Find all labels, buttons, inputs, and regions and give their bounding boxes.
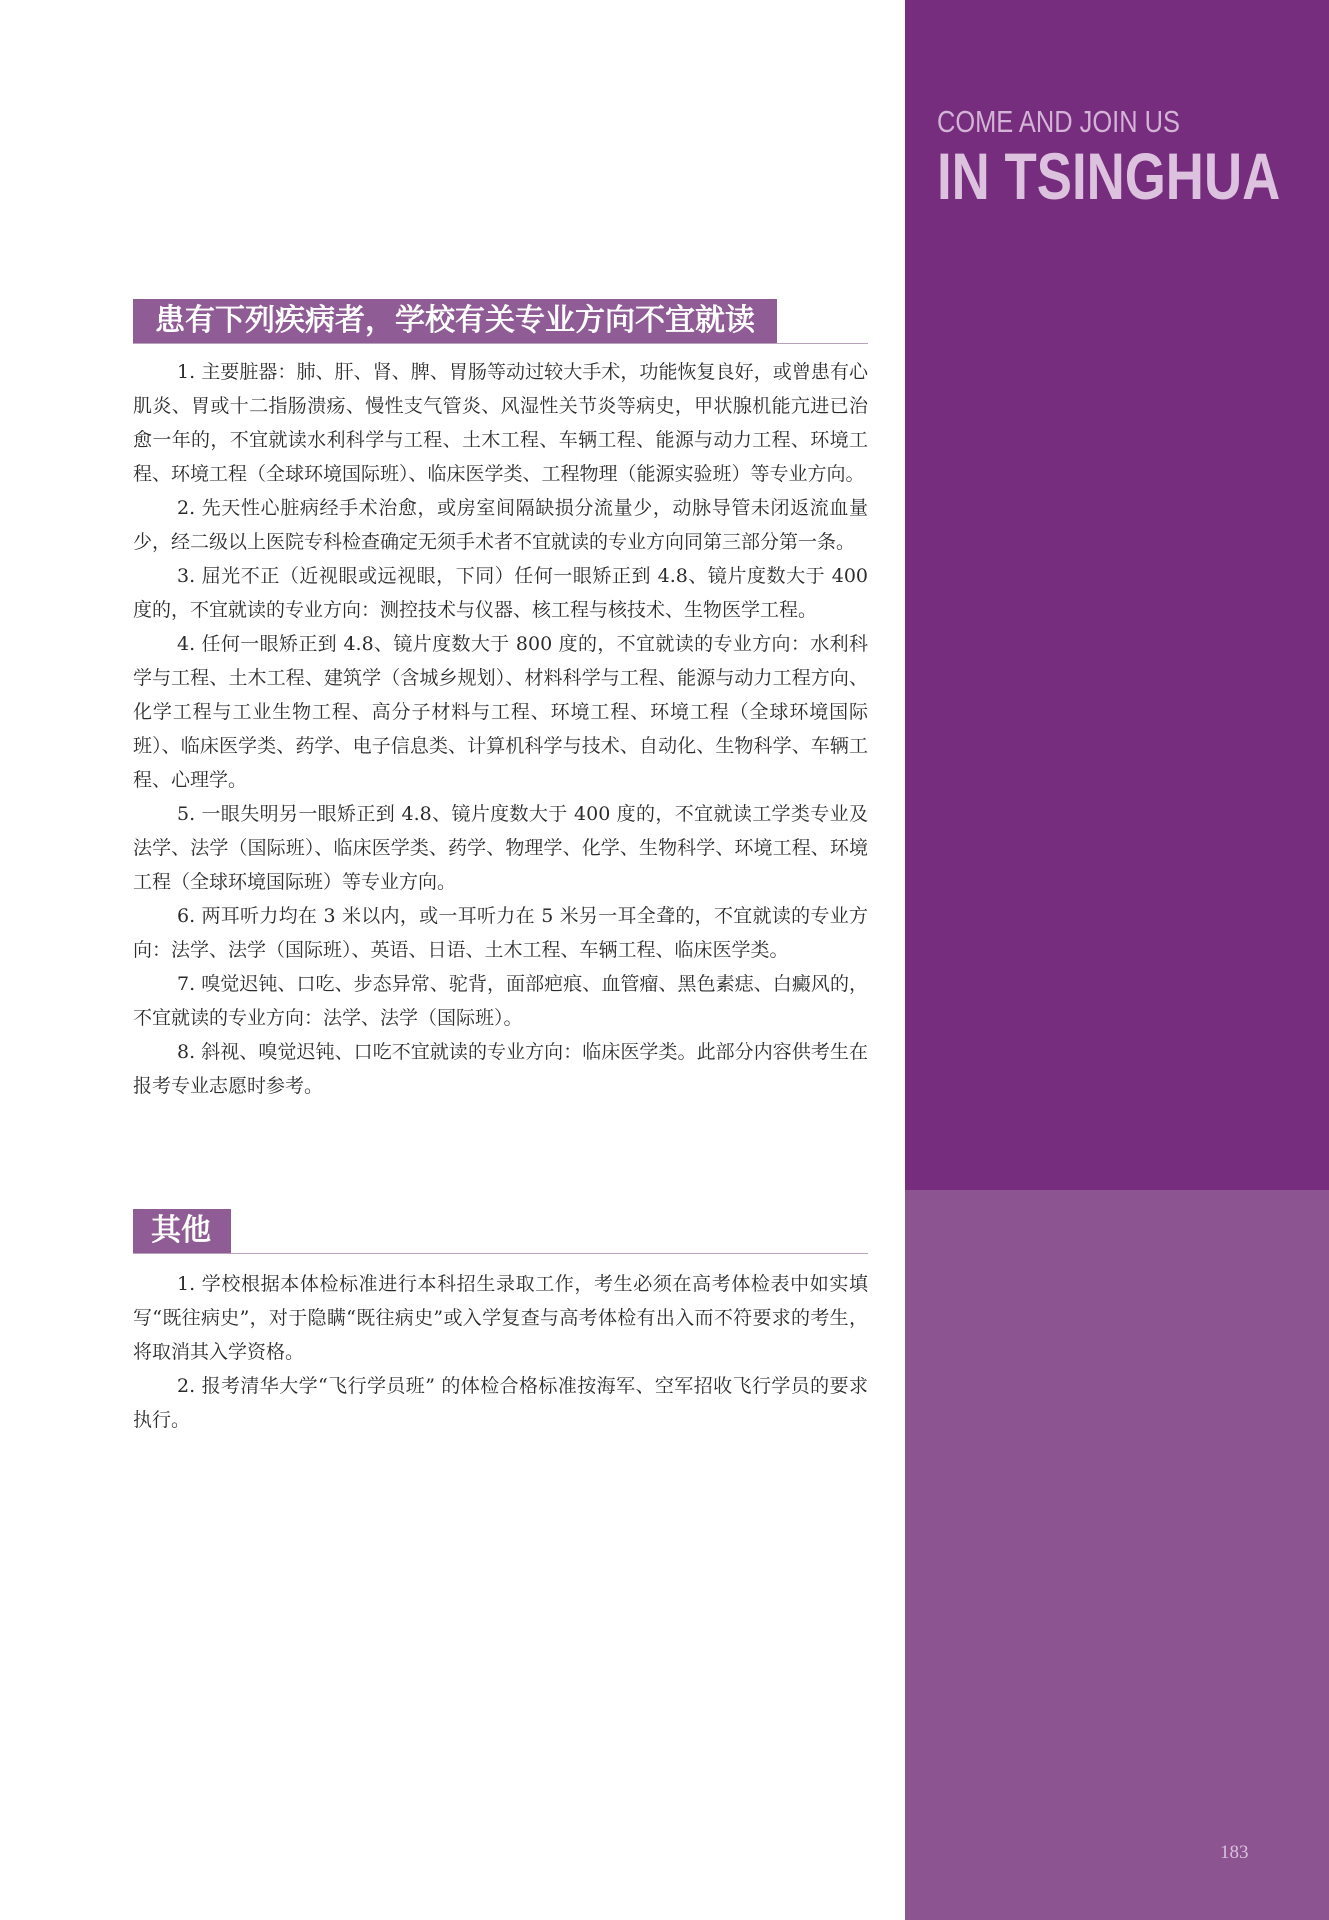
brand-tagline: COME AND JOIN US [937, 104, 1180, 139]
paragraph: 4. 任何一眼矫正到 4.8、镜片度数大于 800 度的，不宜就读的专业方向：水利科学与工程、土木工程、建筑学（含城乡规划）、材料科学与工程、能源与动力工程方向、化学工程与工业生物工程、高分子材料与工程、环境工程、环境工程（全球环境国际班）、临床医学类、药学、电子信息类、计算机科学与技术、自动化、生物科学、车辆工程、心理学。 [133, 633, 868, 791]
paragraph: 2. 先天性心脏病经手术治愈，或房室间隔缺损分流量少，动脉导管未闭返流血量少，经二级以上医院专科检查确定无须手术者不宜就读的专业方向同第三部分第一条。 [133, 497, 868, 553]
sidebar-bottom-block [905, 1190, 1329, 1920]
paragraph: 7. 嗅觉迟钝、口吃、步态异常、驼背，面部疤痕、血管瘤、黑色素痣、白癜风的，不宜就读的专业方向：法学、法学（国际班）。 [133, 973, 868, 1029]
paragraph: 5. 一眼失明另一眼矫正到 4.8、镜片度数大于 400 度的，不宜就读工学类专业及法学、法学（国际班）、临床医学类、药学、物理学、化学、生物科学、环境工程、环境工程（全球环境国际班）等专业方向。 [133, 803, 868, 893]
paragraph: 1. 主要脏器：肺、肝、肾、脾、胃肠等动过较大手术，功能恢复良好，或曾患有心肌炎、胃或十二指肠溃疡、慢性支气管炎、风湿性关节炎等病史，甲状腺机能亢进已治愈一年的，不宜就读水利科学与工程、土木工程、车辆工程、能源与动力工程、环境工程、环境工程（全球环境国际班）、临床医学类、工程物理（能源实验班）等专业方向。 [133, 361, 868, 485]
sidebar-panel [905, 0, 1329, 1920]
paragraph: 3. 屈光不正（近视眼或远视眼，下同）任何一眼矫正到 4.8、镜片度数大于 400度的，不宜就读的专业方向：测控技术与仪器、核工程与核技术、生物医学工程。 [133, 565, 868, 621]
paragraph: 6. 两耳听力均在 3 米以内，或一耳听力在 5 米另一耳全聋的，不宜就读的专业方向：法学、法学（国际班）、英语、日语、土木工程、车辆工程、临床医学类。 [133, 905, 868, 961]
brand-title: IN TSINGHUA [937, 139, 1281, 213]
page-number: 183 [1220, 1842, 1249, 1863]
paragraph: 8. 斜视、嗅觉迟钝、口吃不宜就读的专业方向：临床医学类。此部分内容供考生在报考专业志愿时参考。 [133, 1041, 868, 1097]
section-title: 其他 [133, 1209, 231, 1253]
paragraph: 2. 报考清华大学“飞行学员班” 的体检合格标准按海军、空军招收飞行学员的要求执行。 [133, 1375, 868, 1431]
section-header-diseases [133, 299, 868, 344]
section-title: 患有下列疾病者，学校有关专业方向不宜就读 [133, 299, 777, 343]
section-body-other [133, 1267, 868, 1437]
section-body-diseases [133, 355, 868, 1103]
paragraph: 1. 学校根据本体检标准进行本科招生录取工作，考生必须在高考体检表中如实填写“既往病史”，对于隐瞒“既往病史”或入学复查与高考体检有出入而不符要求的考生，将取消其入学资格。 [133, 1273, 868, 1363]
section-header-other [133, 1209, 868, 1254]
